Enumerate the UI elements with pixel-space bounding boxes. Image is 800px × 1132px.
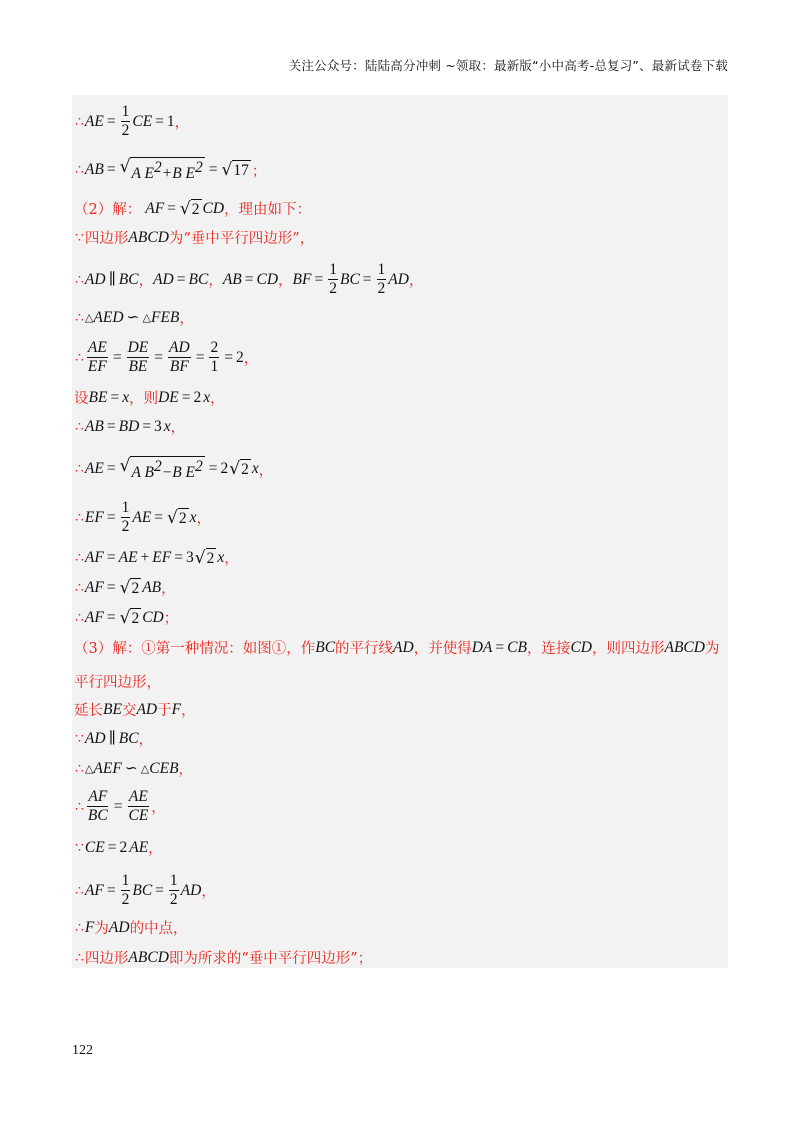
fraction — [168, 339, 191, 376]
equals: = — [195, 348, 205, 366]
var-ad: AD — [393, 638, 414, 656]
fraction-numerator: DE — [127, 339, 149, 356]
line-22 — [74, 872, 216, 909]
fraction-numerator: 1 — [169, 872, 178, 889]
fraction-numerator: 2 — [210, 339, 219, 356]
part-label: （2）解： — [74, 202, 142, 218]
term: B E — [172, 165, 196, 183]
similar-symbol: ∽ — [124, 760, 138, 777]
equals: = — [106, 161, 116, 179]
radical-sign: √ — [179, 198, 191, 219]
sqrt-value — [195, 548, 217, 568]
exponent: 2 — [153, 458, 162, 475]
line-18 — [74, 728, 153, 749]
similar-symbol: ∽ — [126, 309, 140, 326]
fraction-numerator: AD — [169, 339, 190, 356]
punct: ， — [278, 273, 293, 289]
fraction-denominator: 2 — [329, 280, 337, 297]
radical-sign: √ — [229, 459, 241, 480]
var-abcd: ABCD — [664, 638, 705, 656]
text: ，则四边形 — [592, 641, 665, 657]
fraction-denominator: 2 — [121, 122, 130, 139]
line-24 — [74, 947, 372, 968]
var-de: DE — [158, 388, 179, 406]
because-symbol: ∵ — [75, 229, 84, 246]
punct: ， — [179, 311, 194, 327]
triangle-symbol: △ — [142, 312, 151, 324]
punct: ， — [138, 732, 154, 748]
plus: + — [161, 165, 173, 183]
radical-sign: √ — [194, 547, 206, 568]
line-2 — [74, 157, 266, 183]
line-13 — [74, 577, 176, 598]
therefore-symbol: ∴ — [75, 418, 84, 435]
var-af: AF — [84, 881, 104, 899]
equals: = — [106, 417, 116, 435]
line-14 — [74, 607, 178, 628]
punct: ， — [161, 581, 176, 597]
punct: ， — [210, 391, 225, 407]
var-ab: AB — [222, 270, 242, 288]
var-f: F — [84, 918, 95, 936]
var-bc: BC — [132, 881, 153, 899]
coefficient: 3 — [154, 417, 162, 435]
equals: = — [155, 112, 164, 130]
therefore-symbol: ∴ — [75, 919, 84, 936]
text: 的平行线 — [335, 641, 394, 657]
var-abcd: ABCD — [128, 228, 169, 246]
radicand — [130, 157, 204, 183]
punct: ， — [408, 273, 424, 289]
equals: = — [155, 881, 164, 899]
var-ef: EF — [152, 548, 172, 566]
var-x: x — [122, 388, 130, 406]
var-ad: AD — [153, 270, 174, 288]
therefore-symbol: ∴ — [75, 949, 84, 966]
therefore-symbol: ∴ — [75, 549, 84, 566]
line-16 — [74, 671, 161, 692]
fraction-denominator: BE — [128, 358, 148, 375]
var-feb: FEB — [151, 308, 180, 326]
punct: ； — [251, 163, 267, 180]
fraction-denominator: 2 — [169, 891, 178, 908]
var-ae: AE — [129, 838, 149, 856]
plus: + — [140, 548, 150, 566]
parallel-symbol: ∥ — [108, 271, 116, 288]
exponent: 2 — [195, 458, 203, 475]
var-x: x — [217, 548, 225, 566]
var-af: AF — [145, 199, 165, 217]
line-10 — [74, 456, 273, 482]
radicand: 2 — [241, 461, 249, 479]
line-20 — [74, 788, 166, 825]
line-4 — [74, 227, 314, 248]
var-ad: AD — [84, 270, 106, 288]
coefficient: 2 — [220, 460, 229, 478]
equals: = — [106, 608, 116, 626]
radical-sign: √ — [221, 160, 233, 181]
equals: = — [154, 508, 164, 526]
punct: ， — [258, 462, 274, 479]
equals: = — [112, 348, 122, 366]
var-af: AF — [84, 608, 104, 626]
var-ad: AD — [136, 700, 158, 718]
sqrt-expression — [120, 157, 205, 183]
therefore-symbol: ∴ — [75, 509, 84, 526]
therefore-symbol: ∴ — [75, 271, 84, 288]
punct: ， — [243, 351, 259, 367]
var-x: x — [163, 417, 171, 435]
text: ，并使得 — [413, 641, 472, 657]
radicand: 17 — [233, 162, 249, 180]
radicand — [130, 456, 204, 482]
var-bc: BC — [118, 729, 139, 747]
var-f: F — [171, 700, 182, 718]
equals: = — [106, 460, 116, 478]
fraction-numerator: AE — [128, 788, 148, 805]
line-5 — [74, 261, 423, 298]
var-ad: AD — [84, 729, 106, 747]
fraction-denominator: 2 — [121, 891, 130, 908]
text: 设 — [74, 391, 89, 407]
text: ，理由如下： — [224, 202, 312, 218]
text: 延长 — [74, 703, 103, 719]
fraction-denominator: 1 — [210, 358, 219, 375]
coefficient: 2 — [193, 388, 202, 406]
sqrt-expression — [120, 456, 205, 482]
triangle-symbol: △ — [140, 763, 150, 775]
text: 交 — [121, 703, 137, 719]
text: 平行四边形， — [74, 675, 161, 691]
equals: = — [244, 270, 254, 288]
solution-block — [72, 95, 728, 968]
var-bf: BF — [292, 270, 312, 288]
sqrt-value — [120, 578, 142, 598]
var-ae: AE — [118, 548, 138, 566]
equals: = — [106, 548, 116, 566]
text: 为 — [94, 921, 109, 937]
radicand: 2 — [206, 549, 215, 567]
equals: = — [113, 797, 123, 815]
fraction — [209, 339, 219, 376]
equals: = — [106, 112, 116, 130]
text: 于 — [157, 703, 172, 719]
var-bc: BC — [188, 270, 209, 288]
text: 即为所求的“垂中平行四边形”； — [168, 951, 373, 967]
fraction-denominator: BF — [169, 358, 189, 375]
line-1 — [74, 103, 189, 140]
punct: ， — [148, 841, 163, 857]
fraction-denominator: 2 — [121, 518, 130, 535]
var-abcd: ABCD — [128, 948, 169, 966]
var-ad: AD — [180, 881, 202, 899]
therefore-symbol: ∴ — [75, 760, 84, 777]
therefore-symbol: ∴ — [75, 309, 84, 326]
fraction-half — [328, 261, 338, 298]
sqrt-value — [229, 459, 251, 479]
var-cb: CB — [507, 638, 527, 656]
sqrt-value — [167, 508, 189, 528]
text: 为“垂中平行四边形”， — [168, 231, 315, 247]
radical-sign: √ — [119, 577, 131, 598]
var-ab: AB — [84, 161, 104, 179]
equals: = — [167, 199, 176, 217]
var-ef: EF — [84, 508, 104, 526]
var-ad: AD — [388, 270, 409, 288]
radicand: 2 — [191, 200, 200, 218]
var-aef: AEF — [93, 759, 122, 777]
line-8 — [74, 387, 225, 408]
text: 的中点， — [129, 921, 188, 937]
text: ，连接 — [526, 641, 571, 657]
equals: = — [106, 578, 116, 596]
fraction-numerator: 1 — [121, 872, 130, 889]
fraction-numerator: 1 — [377, 261, 386, 278]
line-6 — [74, 307, 194, 328]
therefore-symbol: ∴ — [75, 113, 84, 130]
fraction-numerator: 1 — [121, 103, 130, 120]
line-19 — [74, 758, 193, 779]
minus: − — [161, 464, 173, 482]
var-bd: BD — [118, 417, 140, 435]
coefficient: 3 — [185, 548, 194, 566]
var-cd: CD — [256, 270, 279, 288]
fraction-denominator: CE — [128, 807, 149, 824]
fraction — [87, 788, 109, 825]
because-symbol: ∵ — [75, 730, 84, 747]
var-ae: AE — [132, 508, 152, 526]
exponent: 2 — [153, 159, 162, 176]
page-header: 关注公众号：陆陆高分冲刺 ~领取：最新版“小中高考-总复习”、最新试卷下载 — [288, 58, 728, 73]
radical-sign: √ — [167, 507, 178, 528]
var-aed: AED — [93, 308, 124, 326]
fraction-half — [121, 499, 131, 536]
text: ，则 — [129, 391, 159, 407]
equals: = — [362, 270, 372, 288]
var-bc: BC — [339, 270, 360, 288]
page-number: 122 — [72, 1043, 93, 1058]
term: A E — [131, 165, 154, 183]
fraction — [127, 339, 150, 376]
equals: = — [110, 388, 120, 406]
var-ab: AB — [84, 417, 104, 435]
var-ad: AD — [108, 918, 130, 936]
term: B E — [172, 464, 196, 482]
equals: = — [181, 388, 191, 406]
var-cd: CD — [142, 608, 164, 626]
fraction-denominator: EF — [87, 358, 107, 375]
var-x: x — [203, 388, 211, 406]
because-symbol: ∵ — [75, 839, 84, 856]
fraction-numerator: AE — [87, 339, 107, 356]
fraction-denominator: BC — [87, 807, 108, 824]
fraction-half — [121, 103, 131, 140]
punct: ， — [174, 115, 190, 131]
line-17 — [74, 699, 196, 720]
radical-sign: √ — [119, 456, 131, 476]
line-21 — [74, 837, 163, 858]
var-x: x — [189, 508, 197, 526]
exponent: 2 — [195, 159, 203, 176]
fraction — [127, 788, 149, 825]
var-af: AF — [84, 578, 104, 596]
equals: = — [208, 460, 218, 478]
var-ceb: CEB — [149, 759, 179, 777]
equals: = — [314, 270, 324, 288]
line-23 — [74, 917, 188, 938]
punct: ， — [151, 800, 166, 816]
fraction-numerator: 1 — [121, 499, 130, 516]
text: （3）解：①第一种情况：如图①，作 — [74, 641, 316, 657]
var-af: AF — [84, 548, 104, 566]
sqrt-value — [222, 160, 251, 180]
punct: ， — [170, 420, 186, 436]
var-x: x — [251, 460, 259, 478]
var-ae: AE — [84, 460, 104, 478]
var-cd: CD — [570, 638, 592, 656]
therefore-symbol: ∴ — [75, 349, 84, 366]
var-ab: AB — [142, 578, 162, 596]
equals: = — [106, 508, 116, 526]
line-3 — [74, 198, 311, 219]
equals: = — [176, 270, 186, 288]
var-bc: BC — [315, 638, 336, 656]
triangle-symbol: △ — [84, 763, 94, 775]
equals: = — [142, 417, 152, 435]
fraction-denominator: 2 — [377, 280, 386, 297]
therefore-symbol: ∴ — [75, 461, 84, 478]
fraction-half — [169, 872, 179, 909]
equals: = — [224, 348, 233, 366]
punct: ， — [208, 273, 223, 289]
therefore-symbol: ∴ — [75, 162, 84, 179]
line-15 — [74, 637, 719, 658]
therefore-symbol: ∴ — [75, 609, 84, 626]
equals: = — [495, 638, 505, 656]
var-ce: CE — [132, 112, 153, 130]
equals: = — [174, 548, 183, 566]
fraction — [87, 339, 108, 376]
fraction-half — [377, 261, 387, 298]
var-ae: AE — [84, 112, 104, 130]
radical-sign: √ — [119, 157, 131, 177]
text: 四边形 — [84, 951, 129, 967]
line-11 — [74, 499, 211, 536]
var-da: DA — [471, 638, 493, 656]
var-ce: CE — [84, 838, 105, 856]
therefore-symbol: ∴ — [75, 579, 84, 596]
line-7 — [74, 339, 258, 376]
line-12 — [74, 547, 239, 568]
text: 为 — [704, 641, 720, 657]
var-cd: CD — [202, 199, 225, 217]
punct: ， — [138, 273, 154, 289]
radical-sign: √ — [119, 607, 131, 628]
therefore-symbol: ∴ — [75, 882, 84, 899]
line-9 — [74, 416, 185, 437]
punct: ， — [201, 884, 216, 900]
radicand: 2 — [131, 579, 140, 597]
punct: ； — [163, 611, 179, 627]
coefficient: 2 — [119, 838, 128, 856]
sqrt-value — [120, 608, 142, 628]
value: 1 — [166, 112, 175, 130]
radicand: 2 — [178, 509, 187, 527]
equals: = — [107, 838, 117, 856]
radicand: 2 — [131, 609, 140, 627]
fraction-numerator: 1 — [329, 261, 337, 278]
equals: = — [154, 348, 164, 366]
equals: = — [208, 161, 218, 179]
therefore-symbol: ∴ — [75, 798, 84, 815]
parallel-symbol: ∥ — [108, 730, 116, 747]
punct: ， — [196, 511, 212, 527]
var-be: BE — [88, 388, 108, 406]
text: 四边形 — [84, 231, 129, 247]
punct: ， — [224, 551, 239, 567]
punct: ， — [181, 703, 196, 719]
value: 2 — [235, 348, 244, 366]
punct: ， — [178, 762, 194, 778]
sqrt-value — [180, 199, 202, 219]
equals: = — [106, 881, 116, 899]
term: A B — [131, 464, 154, 482]
triangle-symbol: △ — [84, 312, 94, 324]
fraction-half — [121, 872, 131, 909]
var-bc: BC — [118, 270, 139, 288]
fraction-numerator: AF — [88, 788, 108, 805]
var-be: BE — [103, 700, 122, 718]
